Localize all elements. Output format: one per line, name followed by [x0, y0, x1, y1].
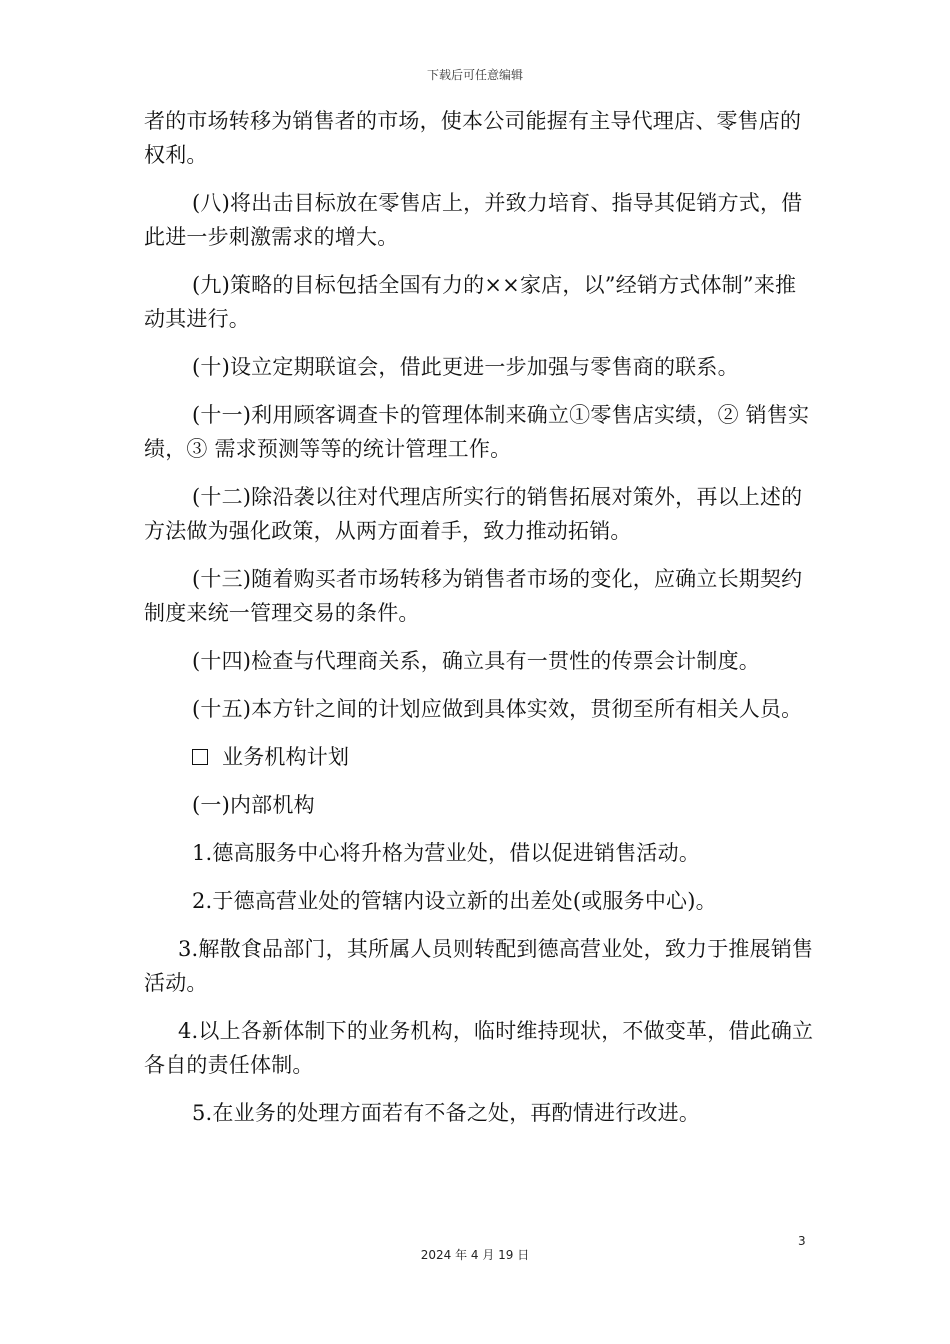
paragraph: (十二)除沿袭以往对代理店所实行的销售拓展对策外，再以上述的方法做为强化政策，从两方面着手，致力推动拓销。 [144, 485, 803, 543]
document-body [144, 104, 814, 1144]
section-title: 业务机构计划 [222, 745, 350, 769]
checkbox-square-icon [192, 749, 208, 765]
list-item: 4.以上各新体制下的业务机构，临时维持现状，不做变革，借此确立各自的责任体制。 [144, 1019, 814, 1077]
list-item: 5.在业务的处理方面若有不备之处，再酌情进行改进。 [192, 1101, 701, 1125]
paragraph: 者的市场转移为销售者的市场，使本公司能握有主导代理店、零售店的权利。 [144, 109, 802, 167]
section-heading [144, 740, 814, 774]
paragraph: (九)策略的目标包括全国有力的××家店，以”经销方式体制”来推动其进行。 [144, 273, 797, 331]
list-item: 2.于德高营业处的管辖内设立新的出差处(或服务中心)。 [192, 889, 717, 913]
paragraph: (十一)利用顾客调查卡的管理体制来确立①零售店实绩，② 销售实绩，③ 需求预测等等的统计管理工作。 [144, 403, 810, 461]
paragraph: (十五)本方针之间的计划应做到具体实效，贯彻至所有相关人员。 [192, 697, 803, 721]
paragraph: (十三)随着购买者市场转移为销售者市场的变化，应确立长期契约制度来统一管理交易的条件。 [144, 567, 803, 625]
paragraph: (十四)检查与代理商关系，确立具有一贯性的传票会计制度。 [192, 649, 760, 673]
page-footer-date: 2024 年 4 月 19 日 [420, 1248, 530, 1262]
page-header: 下载后可任意编辑 [426, 68, 523, 82]
list-item: 3.解散食品部门，其所属人员则转配到德高营业处，致力于推展销售活动。 [144, 937, 814, 995]
paragraph: (十)设立定期联谊会，借此更进一步加强与零售商的联系。 [192, 355, 739, 379]
page-number: 3 [798, 1234, 806, 1248]
list-item: 1.德高服务中心将升格为营业处，借以促进销售活动。 [192, 841, 701, 865]
paragraph: (八)将出击目标放在零售店上，并致力培育、指导其促销方式，借此进一步刺激需求的增大。 [144, 191, 803, 249]
subsection-heading: (一)内部机构 [192, 793, 315, 817]
